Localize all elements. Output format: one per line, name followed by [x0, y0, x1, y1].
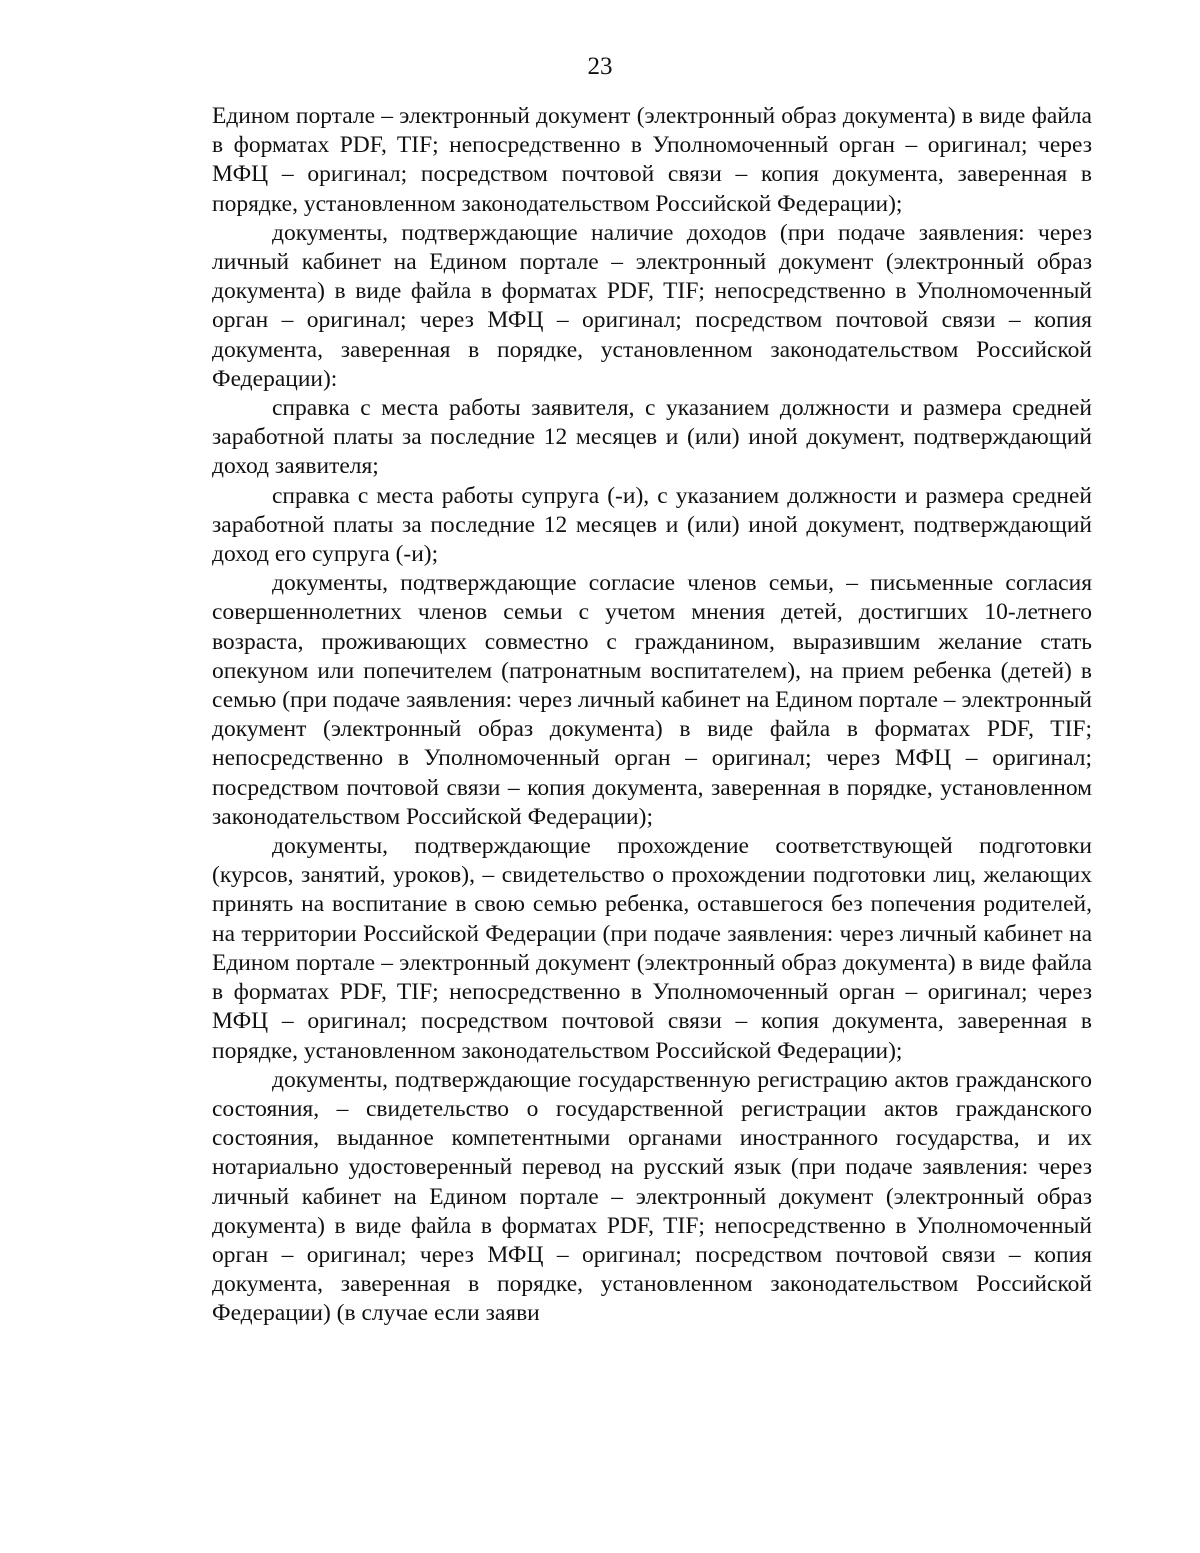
- paragraph-applicant-income-certificate: справка с места работы заявителя, с указанием должности и размера средней заработной платы за последние 12 месяцев и (или) иной документ, подтверждающий доход заявителя;: [212, 395, 1092, 480]
- paragraph-family-consent-documents: документы, подтверждающие согласие членов семьи, – письменные согласия совершеннолетних членов семьи с учетом мнения детей, достигших 10-летнего возраста, проживающих совместно с гражданином, выразившим желание стать опекуном или попечителем (патронатным воспитателем), на прием ребенка (детей) в семью (при подаче заявления: через личный кабинет на Едином портале – электронный документ (электронный образ документа) в виде файла в форматах PDF, TIF; непосредственно в Уполномоченный орган – оригинал; через МФЦ – оригинал; посредством почтовой связи – копия документа, заверенная в порядке, установленном законодательством Российской Федерации);: [212, 570, 1092, 830]
- page-number: 23: [587, 53, 613, 80]
- paragraph-spouse-income-certificate: справка с места работы супруга (-и), с указанием должности и размера средней заработной платы за последние 12 месяцев и (или) иной документ, подтверждающий доход его супруга (-и);: [212, 482, 1092, 568]
- paragraph-income-documents: документы, подтверждающие наличие доходов (при подаче заявления: через личный кабинет на Едином портале – электронный документ (электронный образ документа) в виде файла в форматах PDF, TIF; непосредственно в Уполномоченный орган – оригинал; через МФЦ – оригинал; посредством почтовой связи – копия документа, заверенная в порядке, установленном законодательством Российской Федерации):: [212, 219, 1092, 392]
- paragraph-training-documents: документы, подтверждающие прохождение соответствующей подготовки (курсов, занятий, уроков), – свидетельство о прохождении подготовки лиц, желающих принять на воспитание в свою семью ребенка, оставшегося без попечения родителей, на территории Российской Федерации (при подаче заявления: через личный кабинет на Едином портале – электронный документ (электронный образ документа) в виде файла в форматах PDF, TIF; непосредственно в Уполномоченный орган – оригинал; через МФЦ – оригинал; посредством почтовой связи – копия документа, заверенная в порядке, установленном законодательством Российской Федерации);: [212, 833, 1092, 1064]
- document-body: [212, 102, 1092, 1329]
- paragraph-civil-registration-documents: документы, подтверждающие государственную регистрацию актов гражданского состояния, – свидетельство о государственной регистрации актов гражданского состояния, выданное компетентными органами иностранного государства, и их нотариально удостоверенный перевод на русский язык (при подаче заявления: через личный кабинет на Едином портале – электронный документ (электронный образ документа) в виде файла в форматах PDF, TIF; непосредственно в Уполномоченный орган – оригинал; через МФЦ – оригинал; посредством почтовой связи – копия документа, заверенная в порядке, установленном законодательством Российской Федерации) (в случае если заяви: [212, 1066, 1092, 1327]
- paragraph-continuation: Едином портале – электронный документ (электронный образ документа) в виде файла в форматах PDF, TIF; непосредственно в Уполномоченный орган – оригинал; через МФЦ – оригинал; посредством почтовой связи – копия документа, заверенная в порядке, установленном законодательством Российской Федерации);: [212, 103, 1092, 217]
